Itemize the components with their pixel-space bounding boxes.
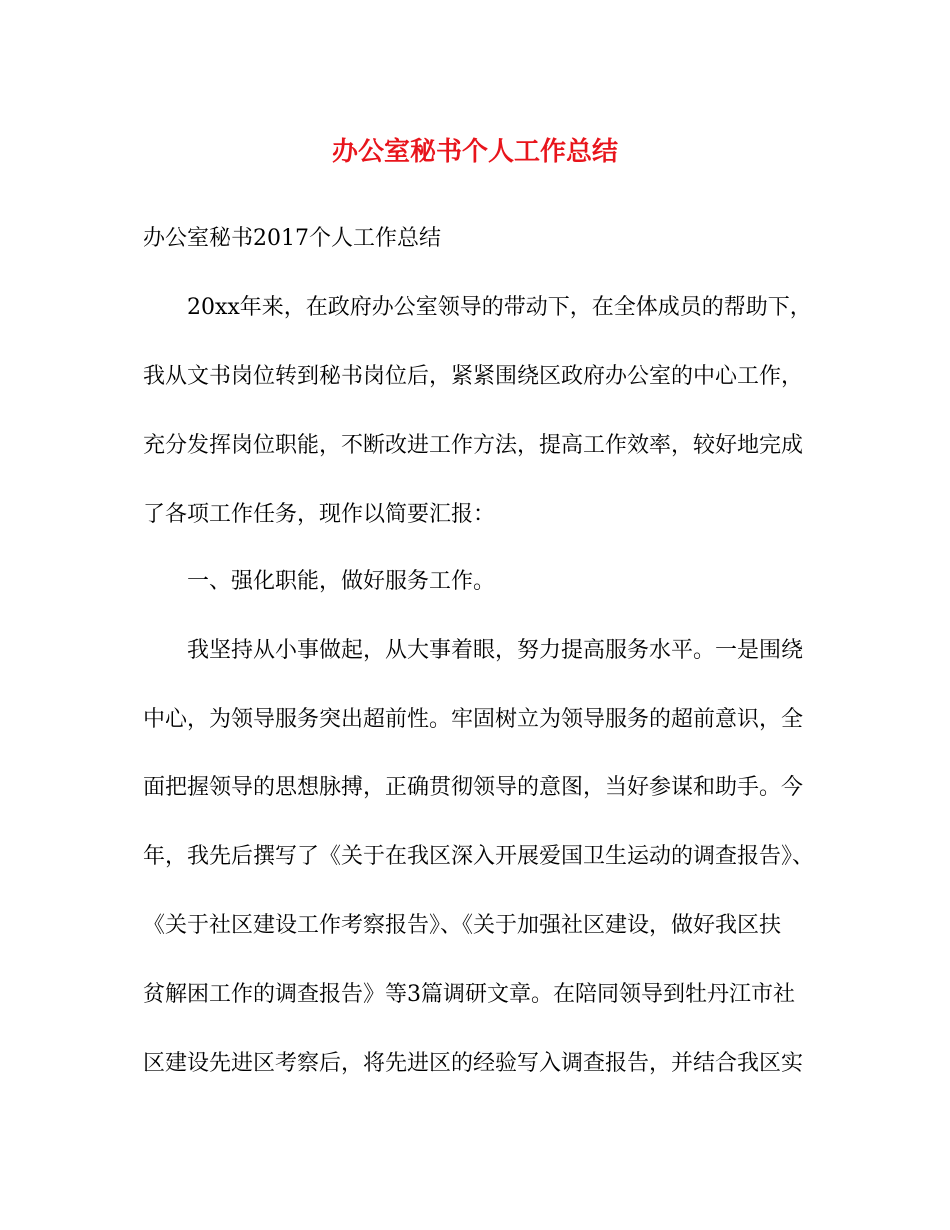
paragraph-line: 了各项工作任务，现作以简要汇报： xyxy=(143,502,496,527)
paragraph-line: 我坚持从小事做起，从大事着眼，努力提高服务水平。一是围绕 xyxy=(187,638,804,663)
paragraph-line: 《关于社区建设工作考察报告》、《关于加强社区建设，做好我区扶 xyxy=(143,913,782,938)
paragraph-line: 面把握领导的思想脉搏，正确贯彻领导的意图，当好参谋和助手。今 xyxy=(143,775,804,800)
paragraph-line: 20xx年来，在政府办公室领导的带动下，在全体成员的帮助下， xyxy=(187,295,812,320)
document-subtitle: 办公室秘书2017个人工作总结 xyxy=(143,226,441,251)
paragraph-line: 区建设先进区考察后，将先进区的经验写入调查报告，并结合我区实 xyxy=(143,1051,804,1076)
paragraph-line: 年，我先后撰写了《关于在我区深入开展爱国卫生运动的调查报告》、 xyxy=(143,844,815,869)
section-heading: 一、强化职能，做好服务工作。 xyxy=(187,569,496,594)
paragraph-line: 中心，为领导服务突出超前性。牢固树立为领导服务的超前意识，全 xyxy=(143,707,804,732)
document-title: 办公室秘书个人工作总结 xyxy=(331,137,618,167)
paragraph-line: 我从文书岗位转到秘书岗位后，紧紧围绕区政府办公室的中心工作， xyxy=(143,364,804,389)
paragraph-line: 贫解困工作的调查报告》等3篇调研文章。在陪同领导到牡丹江市社 xyxy=(143,982,795,1007)
paragraph-line: 充分发挥岗位职能，不断改进工作方法，提高工作效率，较好地完成 xyxy=(143,433,804,458)
